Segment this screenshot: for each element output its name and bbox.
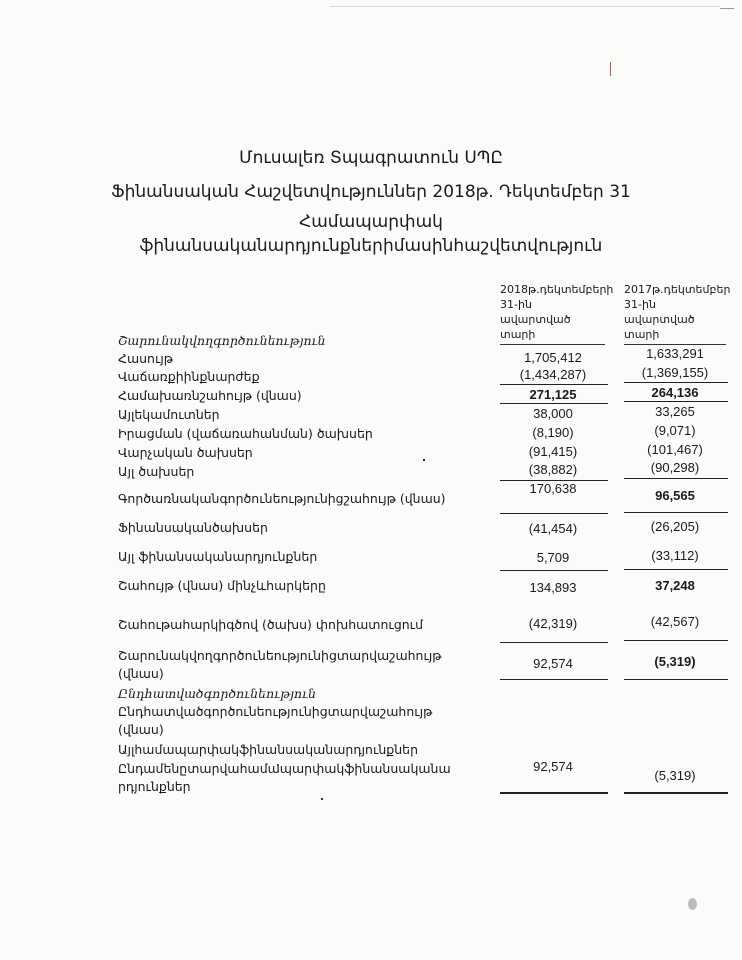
row-label: Այլեկամուտներ [118, 407, 220, 422]
value-2018: 1,705,412 [524, 350, 582, 365]
value-2018: (38,882) [528, 462, 578, 477]
value-2017: (90,298) [650, 460, 700, 475]
row-label: Շարունակվողգործունեությունիցտարվաշահույթ (վնաս) [118, 648, 442, 681]
subtotal-rule [500, 679, 608, 680]
row-label: Գործառնականգործունեությունիցշահույթ (վնաս) [118, 491, 446, 506]
subtotal-rule [500, 513, 608, 514]
row-label: Վարչական ծախսեր [118, 445, 253, 460]
value-2017: (42,567) [650, 614, 700, 629]
subtotal-rule [500, 570, 608, 571]
subtotal-rule [624, 679, 728, 680]
column-header-2018 [500, 282, 614, 345]
row-label: Այլ ծախսեր [118, 464, 195, 479]
value-2018: 92,574 [533, 759, 573, 774]
value-2018: 92,574 [533, 656, 573, 671]
column-header-2017 [624, 282, 731, 345]
value-2017: 96,565 [655, 488, 695, 503]
statement-title-line1: Համապարփակ [299, 212, 443, 232]
statement-title-line2: ֆինանսականարդյունքներիմասինհաշվետվություն [139, 236, 603, 256]
red-pen-mark [610, 62, 611, 76]
value-2018: (1,434,287) [519, 367, 587, 382]
column-header-line: 2018թ.դեկտեմբերի [500, 283, 614, 296]
value-2017: (9,071) [654, 423, 696, 438]
row-label: Հասույթ [118, 351, 174, 366]
row-label: Ֆինանսականծախսեր [118, 520, 268, 535]
row-label: Իրացման (վաճառահանման) ծախսեր [118, 426, 373, 441]
row-label: Ընդհատվածգործունեությունիցտարվաշահույթ (վնաս) [118, 704, 433, 737]
value-2017: 33,265 [655, 404, 695, 419]
row-label: Համախառնշահույթ (վնաս) [118, 388, 302, 403]
section-heading-discontinued: Ընդհատվածգործունեություն [118, 686, 317, 701]
section-heading-continuing: Շարունակվողգործունեություն [118, 333, 326, 348]
value-2018: 170,638 [529, 481, 577, 496]
value-2018: 134,893 [529, 580, 577, 595]
value-2017: 1,633,291 [646, 346, 704, 361]
row-label: Շահույթ (վնաս) մինչևհարկերը [118, 578, 326, 593]
scan-artifact-mark [720, 8, 734, 9]
value-2017: 37,248 [655, 578, 695, 593]
value-2018: (42,319) [528, 616, 578, 631]
value-2018: (8,190) [532, 425, 574, 440]
column-header-line: 2017թ.դեկտեմբեր [624, 283, 731, 296]
subtotal-rule [624, 382, 728, 383]
value-2017: (33,112) [651, 548, 699, 563]
value-2018: 38,000 [533, 406, 573, 421]
value-2018: 271,125 [529, 387, 577, 402]
row-label: Ընդամենըտարվահամապարփակֆինանսականա րդյունքներ [118, 761, 451, 794]
row-label: Շահութահարկիգծով (ծախս) փոխհատուցում [118, 617, 424, 632]
column-header-line: տարի [500, 328, 536, 341]
subtotal-rule [624, 640, 728, 641]
company-name: Մուսալեռ Տպագրատուն ՍՊԸ [239, 148, 503, 168]
column-header-line: 31-ին ավարտված [624, 298, 695, 326]
subtotal-rule [500, 642, 608, 643]
scan-dot [321, 798, 323, 800]
value-2018: (91,415) [528, 444, 578, 459]
total-double-rule [500, 792, 608, 794]
row-label: Այլհամապարփակֆինանսականարդյունքներ [118, 742, 419, 757]
total-double-rule [624, 792, 728, 794]
value-2017: (1,369,155) [641, 365, 709, 380]
subtotal-rule [624, 569, 728, 570]
row-label: Վաճառքիինքնարժեք [118, 369, 260, 384]
value-2017: (5,319) [654, 654, 696, 669]
value-2017: 264,136 [651, 385, 699, 400]
value-2017: (5,319) [654, 768, 696, 783]
report-title: Ֆինանսական Հաշվետվություններ 2018թ. Դեկտեմբեր 31 [111, 182, 631, 202]
column-header-line: տարի [624, 328, 660, 341]
subtotal-rule [500, 384, 608, 385]
value-2017: (101,467) [647, 442, 703, 457]
column-header-line: 31-ին ավարտված [500, 298, 571, 326]
value-2017: (26,205) [650, 519, 700, 534]
subtotal-rule [624, 478, 728, 479]
value-2018: (41,454) [528, 521, 578, 536]
scan-speck [688, 898, 697, 910]
subtotal-rule [500, 403, 608, 404]
scan-artifact-line [330, 6, 720, 7]
row-label: Այլ ֆինանսականարդյունքներ [118, 549, 318, 564]
value-2018: 5,709 [536, 550, 570, 565]
subtotal-rule [624, 401, 728, 402]
scan-dot [423, 459, 425, 461]
subtotal-rule [624, 512, 728, 513]
